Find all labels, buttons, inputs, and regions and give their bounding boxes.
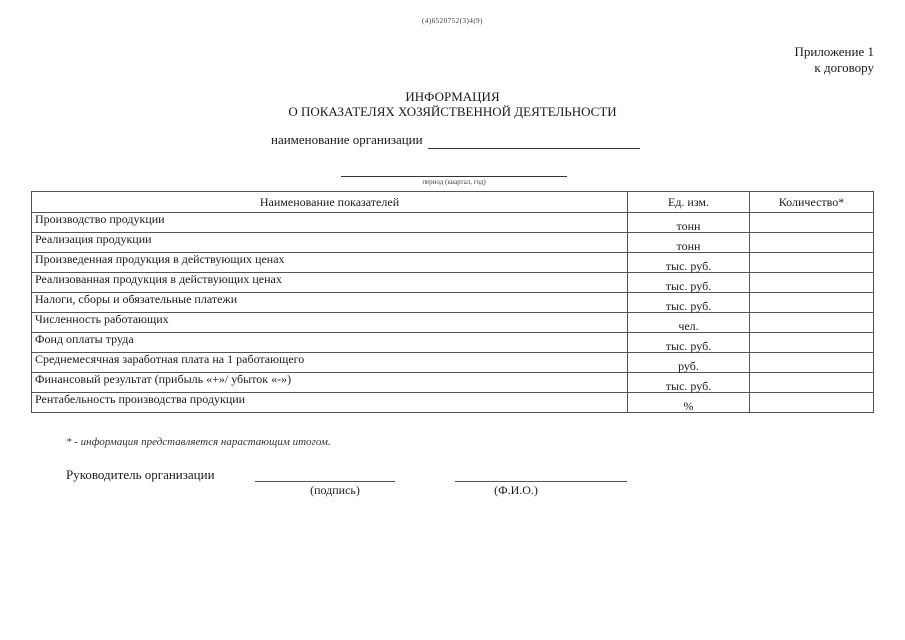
- indicator-unit: тыс. руб.: [628, 293, 750, 313]
- table-row: [32, 213, 874, 233]
- full-name-caption: (Ф.И.О.): [494, 483, 538, 497]
- title-line-1: ИНФОРМАЦИЯ: [405, 89, 500, 104]
- header-indicator-name: Наименование показателей: [32, 192, 628, 213]
- indicator-quantity-cell[interactable]: [750, 253, 874, 273]
- appendix-line-1: Приложение 1: [794, 44, 874, 59]
- table-row: [32, 393, 874, 413]
- indicator-quantity-cell[interactable]: [750, 353, 874, 373]
- header-unit: Ед. изм.: [628, 192, 750, 213]
- table-row: [32, 273, 874, 293]
- appendix-note: [794, 44, 874, 76]
- head-of-organization-label: Руководитель организации: [66, 467, 215, 482]
- indicator-unit: тонн: [628, 213, 750, 233]
- indicator-quantity-cell[interactable]: [750, 233, 874, 253]
- title-line-2: О ПОКАЗАТЕЛЯХ ХОЗЯЙСТВЕННОЙ ДЕЯТЕЛЬНОСТИ: [288, 104, 617, 119]
- indicator-quantity-cell[interactable]: [750, 333, 874, 353]
- indicator-name: Налоги, сборы и обязательные платежи: [32, 293, 628, 313]
- document-id: (4)6520752(3)4(9): [422, 17, 483, 25]
- period-field-line[interactable]: [341, 176, 567, 177]
- table-row: [32, 373, 874, 393]
- table-row: [32, 233, 874, 253]
- indicator-name: Фонд оплаты труда: [32, 333, 628, 353]
- table-row: [32, 253, 874, 273]
- organization-field-line[interactable]: [428, 148, 640, 149]
- table-row: [32, 293, 874, 313]
- indicator-name: Произведенная продукция в действующих ценах: [32, 253, 628, 273]
- header-quantity: Количество*: [750, 192, 874, 213]
- footnote: * - информация представляется нарастающим итогом.: [66, 436, 331, 448]
- indicator-unit: тонн: [628, 233, 750, 253]
- indicator-quantity-cell[interactable]: [750, 393, 874, 413]
- indicator-name: Реализованная продукция в действующих ценах: [32, 273, 628, 293]
- indicator-name: Рентабельность производства продукции: [32, 393, 628, 413]
- indicator-unit: тыс. руб.: [628, 273, 750, 293]
- table-row: [32, 333, 874, 353]
- indicator-name: Численность работающих: [32, 313, 628, 333]
- indicator-quantity-cell[interactable]: [750, 213, 874, 233]
- full-name-field-line[interactable]: [455, 481, 627, 482]
- indicator-name: Финансовый результат (прибыль «+»/ убыток «-»): [32, 373, 628, 393]
- indicator-quantity-cell[interactable]: [750, 313, 874, 333]
- signature-caption: (подпись): [310, 483, 360, 497]
- indicator-quantity-cell[interactable]: [750, 273, 874, 293]
- indicator-quantity-cell[interactable]: [750, 293, 874, 313]
- indicator-unit: тыс. руб.: [628, 253, 750, 273]
- signature-field-line[interactable]: [255, 481, 395, 482]
- indicator-name: Производство продукции: [32, 213, 628, 233]
- indicator-unit: руб.: [628, 353, 750, 373]
- indicator-unit: тыс. руб.: [628, 333, 750, 353]
- table-row: [32, 353, 874, 373]
- indicator-name: Реализация продукции: [32, 233, 628, 253]
- indicators-table: [31, 191, 874, 413]
- indicator-unit: чел.: [628, 313, 750, 333]
- indicator-name: Среднемесячная заработная плата на 1 работающего: [32, 353, 628, 373]
- indicator-quantity-cell[interactable]: [750, 373, 874, 393]
- table-header-row: [32, 192, 874, 213]
- period-caption: период (квартал, год): [422, 178, 486, 186]
- document-title: [0, 89, 905, 119]
- indicator-unit: %: [628, 393, 750, 413]
- indicator-unit: тыс. руб.: [628, 373, 750, 393]
- table-row: [32, 313, 874, 333]
- organization-label: наименование организации: [271, 132, 423, 147]
- appendix-line-2: к договору: [814, 60, 874, 75]
